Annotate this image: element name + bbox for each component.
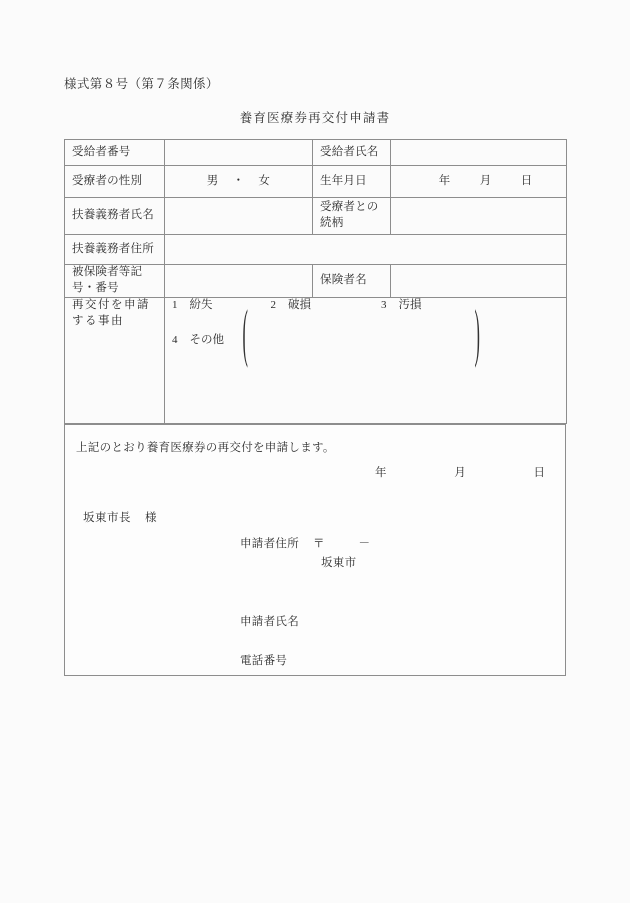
applicant-address-row[interactable]	[240, 535, 370, 551]
bracket-close: )	[474, 293, 480, 369]
addressee-honorific: 様	[145, 512, 157, 524]
label-applicant-name: 申請者氏名	[240, 616, 299, 628]
field-patient-gender[interactable]	[165, 166, 313, 198]
table-row	[65, 140, 567, 166]
reason-option-4-label[interactable]: その他	[189, 333, 224, 346]
table-row	[65, 235, 567, 265]
label-insured-symbol-number: 被保険者等記号・番号	[65, 265, 165, 298]
submission-day-unit: 日	[533, 467, 545, 479]
birth-date-month-unit: 月	[479, 174, 492, 187]
table-row	[65, 198, 567, 235]
label-birth-date: 生年月日	[313, 166, 391, 198]
field-recipient-number[interactable]	[165, 140, 313, 166]
reason-option-3-number: 3	[381, 299, 387, 311]
submission-month-unit: 月	[454, 467, 466, 479]
applicant-details-table	[64, 139, 567, 424]
page-title: 養育医療券再交付申請書	[239, 111, 391, 125]
table-row	[65, 166, 567, 198]
reason-option-1-label[interactable]: 紛失	[189, 299, 213, 311]
field-relationship-to-patient[interactable]	[391, 198, 567, 235]
reason-option-2-number: 2	[270, 299, 276, 311]
gender-option-male[interactable]: 男	[206, 174, 219, 187]
reason-option-3-label[interactable]: 汚損	[398, 299, 422, 311]
gender-option-female[interactable]: 女	[258, 174, 271, 187]
label-relationship-to-patient: 受療者との続柄	[313, 198, 391, 235]
applicant-city: 坂東市	[321, 557, 357, 569]
label-insurer-name: 保険者名	[313, 265, 391, 298]
label-supporter-address: 扶養義務者住所	[65, 235, 165, 265]
label-supporter-name: 扶養義務者氏名	[65, 198, 165, 235]
form-code: 様式第８号（第７条関係）	[64, 77, 219, 91]
declaration-statement: 上記のとおり養育医療券の再交付を申請します。	[76, 442, 335, 454]
declaration-box	[64, 424, 566, 676]
reason-option-4-number: 4	[172, 333, 178, 346]
postal-code-dash: －	[358, 538, 370, 550]
reason-option-2-label[interactable]: 破損	[288, 299, 311, 311]
label-applicant-tel: 電話番号	[240, 655, 288, 667]
submission-date-line[interactable]	[375, 464, 545, 480]
applicant-name-row[interactable]	[240, 613, 370, 629]
postal-mark-icon: 〒	[313, 538, 325, 550]
submission-year-unit: 年	[375, 467, 387, 479]
applicant-block	[240, 535, 370, 668]
applicant-tel-row[interactable]	[240, 652, 370, 668]
reason-option-1-number: 1	[172, 299, 178, 311]
bracket-open: (	[242, 293, 248, 369]
addressee-name: 坂東市長	[83, 512, 131, 524]
field-supporter-address[interactable]	[165, 235, 567, 265]
label-patient-gender: 受療者の性別	[65, 166, 165, 198]
label-recipient-number: 受給者番号	[65, 140, 165, 166]
label-reason-for-reissue: 再交付を申請する事由	[65, 298, 165, 424]
addressee-line	[83, 509, 157, 525]
label-applicant-address: 申請者住所	[240, 538, 299, 550]
field-reason-for-reissue[interactable]	[165, 293, 567, 424]
table-row-reason	[65, 298, 567, 424]
table-row	[65, 265, 567, 298]
field-insured-symbol-number[interactable]	[165, 265, 313, 298]
field-recipient-name[interactable]	[391, 140, 567, 166]
birth-date-day-unit: 日	[520, 174, 533, 187]
field-birth-date[interactable]	[391, 166, 567, 198]
gender-separator: ・	[232, 174, 245, 187]
field-supporter-name[interactable]	[165, 198, 313, 235]
label-recipient-name: 受給者氏名	[313, 140, 391, 166]
birth-date-year-unit: 年	[438, 174, 451, 187]
